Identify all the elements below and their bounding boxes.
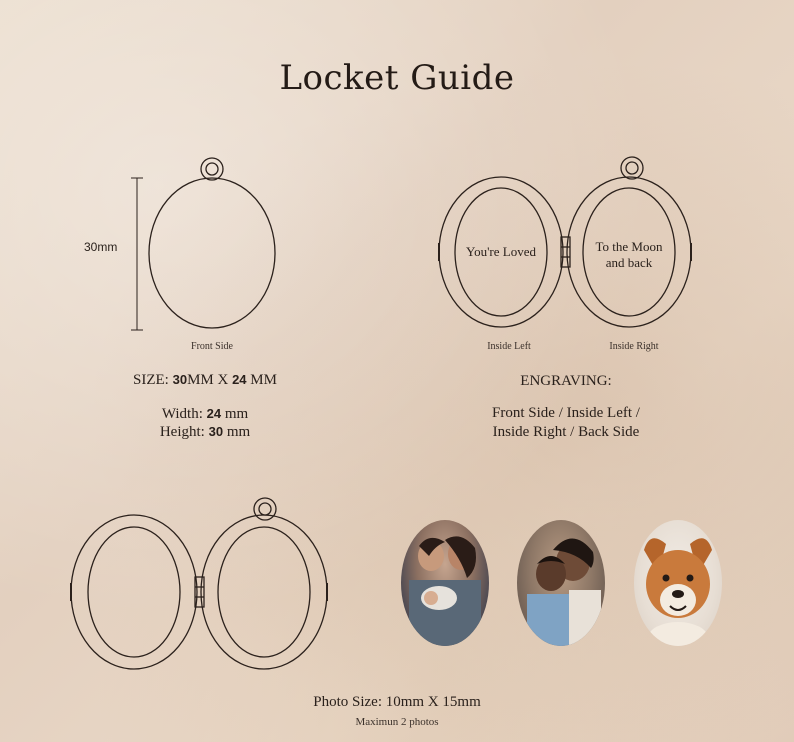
width-value: 24 [206, 406, 222, 421]
inside-right-caption: Inside Right [609, 341, 659, 352]
engraving-heading: ENGRAVING: [520, 373, 612, 389]
height-value: 30 [208, 424, 224, 439]
size-line [100, 370, 310, 390]
height-line [100, 422, 310, 442]
page-title: Locket Guide [279, 58, 515, 98]
width-line [100, 404, 310, 424]
family-with-newborn-photo [401, 520, 489, 646]
size-prefix: SIZE: [133, 372, 173, 388]
height-unit: mm [223, 424, 251, 440]
width-unit: mm [221, 406, 249, 422]
inside-left-caption: Inside Left [487, 341, 531, 352]
two-children-photo [517, 520, 605, 646]
size-suffix: MM [246, 372, 277, 388]
max-photos-label: Maximun 2 photos [355, 716, 439, 728]
engraving-options [446, 404, 686, 442]
inside-right-engraving [583, 239, 675, 271]
height-label: Height: [159, 424, 209, 440]
inside-right-engraving-line1: To the Moon [595, 239, 663, 254]
front-locket-outline [149, 158, 275, 328]
open-locket-bottom [71, 498, 327, 669]
inside-left-engraving: You're Loved [466, 244, 536, 259]
width-label: Width: [161, 406, 207, 422]
photo-size-label: Photo Size: 10mm X 15mm [313, 694, 481, 710]
dog-photo [634, 520, 722, 646]
engraving-options-line1: Front Side / Inside Left / [492, 405, 640, 421]
inside-right-engraving-line2: and back [605, 255, 653, 270]
height-dimension-label: 30mm [84, 240, 118, 254]
front-side-caption: Front Side [191, 341, 233, 352]
size-mid: MM X [187, 372, 233, 388]
size-width-value: 24 [232, 372, 247, 387]
size-height-value: 30 [172, 372, 188, 387]
engraving-options-line2: Inside Right / Back Side [492, 424, 640, 440]
height-dimension-line [131, 178, 143, 330]
